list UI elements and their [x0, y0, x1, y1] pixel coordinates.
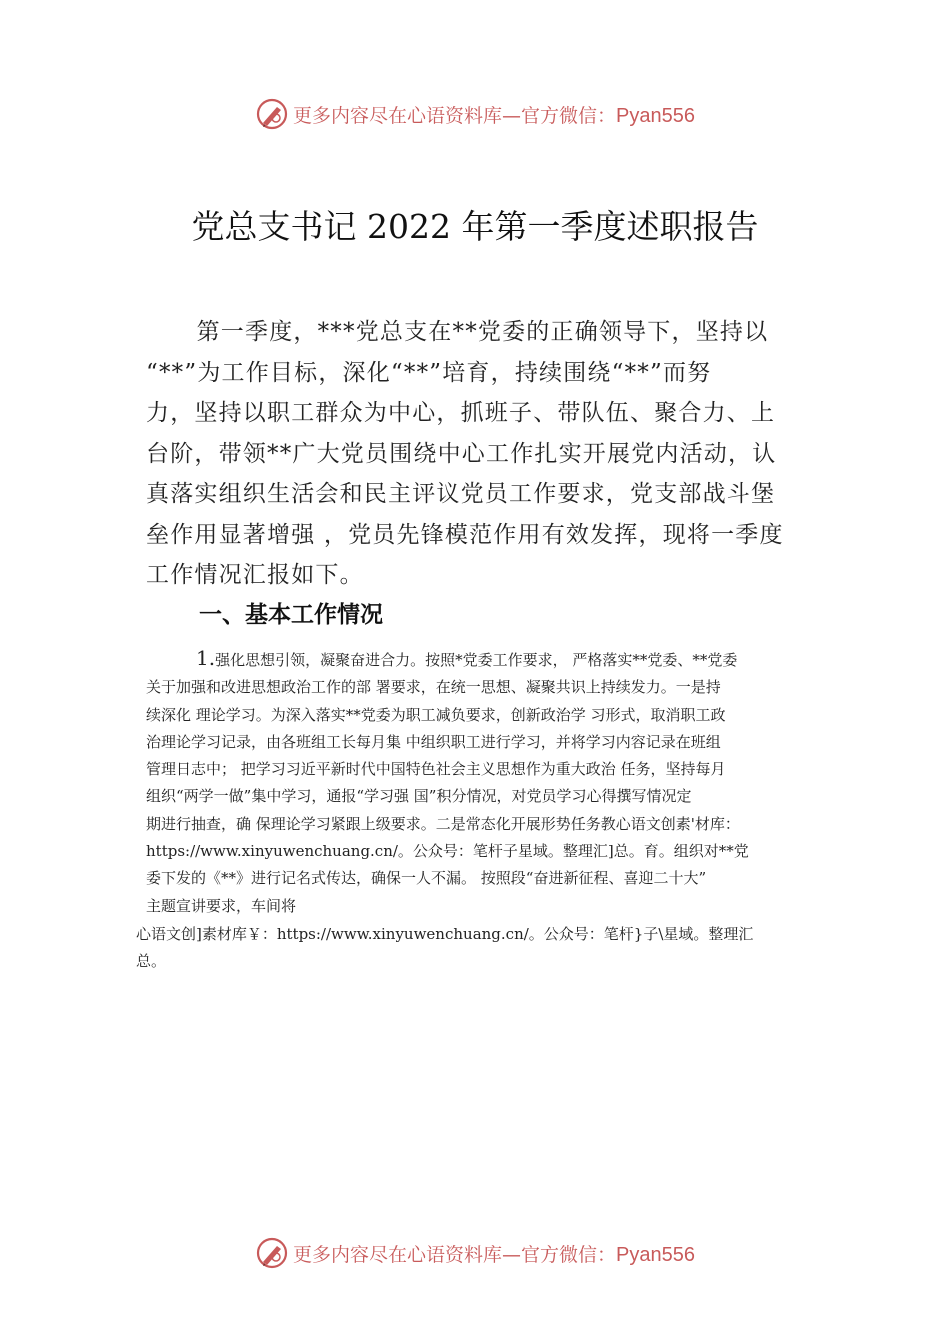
tail-line: 心语文创]素材库￥：https://www.xinyuwenchuang.cn/。公众号：笔杆}子\星域。整理汇 — [136, 925, 754, 943]
item-line: 续深化 理论学习。为深入落实**党委为职工减负要求，创新政治学 习形式，取消职工政 — [146, 705, 726, 724]
banner-text: 更多内容尽在心语资料库—官方微信：Pyan556 — [293, 1243, 695, 1266]
item-line: 管理日志中； 把学习习近平新时代中国特色社会主义思想作为重大政治 任务，坚持每月 — [146, 760, 726, 779]
item-line: 治理论学习记录，由各班组工长每月集 中组织职工进行学习，并将学习内容记录在班组 — [146, 732, 721, 751]
section-heading: 一、基本工作情况 — [199, 602, 383, 628]
intro-line: 工作情况汇报如下。 — [146, 562, 364, 588]
intro-paragraph — [146, 312, 811, 596]
item-number: 1. — [196, 646, 216, 670]
item-line: 委下发的《**》进行记名式传达，确保一人不漏。 按照段“奋进新征程、喜迎二十大” — [146, 869, 707, 888]
header-banner — [0, 94, 950, 134]
pen-logo-icon — [255, 1236, 289, 1270]
intro-line: “**”为工作目标，深化“**”培育，持续围绕“**”而努 — [146, 359, 712, 386]
tail-line: 总。 — [136, 952, 167, 970]
banner-text: 更多内容尽在心语资料库—官方微信：Pyan556 — [293, 104, 695, 127]
intro-line: 第一季度，***党总支在**党委的正确领导下，坚持以 — [196, 319, 769, 345]
pen-logo-icon — [255, 97, 289, 131]
item-line: https://www.xinyuwenchuang.cn/。公众号：笔杆子星域。整理汇]总。育。组织对**党 — [146, 842, 749, 861]
footer-banner — [0, 1233, 950, 1273]
document-title: 党总支书记 2022 年第一季度述职报告 — [191, 207, 759, 246]
item-line: 期进行抽查，确 保理论学习紧跟上级要求。二是常态化开展形势任务教心语文创素'材库： — [146, 814, 740, 833]
intro-line: 垒作用显著增强 ，党员先锋模范作用有效发挥，现将一季度 — [146, 521, 784, 548]
item-line: 主题宣讲要求，车间将 — [146, 896, 297, 915]
tail-paragraph — [136, 921, 836, 975]
item-paragraph — [146, 645, 834, 920]
intro-line: 台阶，带领**广大党员围绕中心工作扎实开展党内活动，认 — [146, 440, 777, 467]
intro-line: 真落实组织生活会和民主评议党员工作要求，党支部战斗堡 — [146, 481, 776, 507]
item-line: 强化思想引领，凝聚奋进合力。按照*党委工作要求， 严格落实**党委、**党委 — [215, 651, 738, 669]
item-line: 组织“两学一做”集中学习，通报“学习强 国”积分情况，对党员学习心得撰写情况定 — [146, 787, 692, 806]
intro-line: 力，坚持以职工群众为中心，抓班子、带队伍、聚合力、上 — [146, 400, 776, 426]
item-line: 关于加强和改进思想政治工作的部 署要求，在统一思想、凝聚共识上持续发力。一是持 — [146, 678, 721, 697]
